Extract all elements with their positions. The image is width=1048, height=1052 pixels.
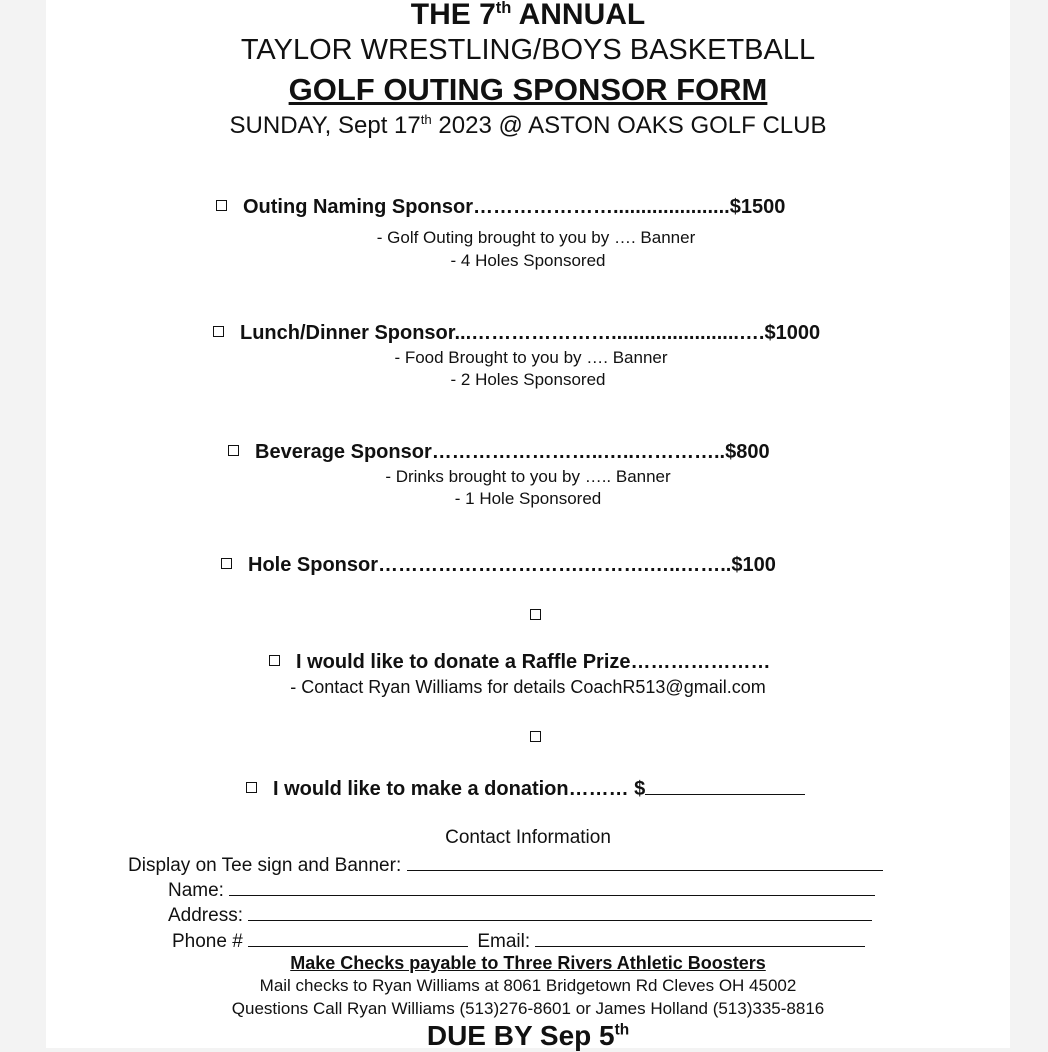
sponsor-detail: - 4 Holes Sponsored	[450, 251, 606, 270]
raffle-prize-option[interactable]: I would like to donate a Raffle Prize…………………	[269, 651, 771, 674]
name-row: Name:	[168, 877, 875, 902]
checkbox[interactable]	[269, 655, 280, 666]
sponsor-price: $800	[725, 441, 770, 463]
checks-payable-note: Make Checks payable to Three Rivers Athletic Boosters	[290, 953, 766, 973]
checkbox[interactable]	[213, 326, 224, 337]
due-date: DUE BY Sep 5th	[426, 1020, 630, 1051]
sponsor-option-outing-naming[interactable]: Outing Naming Sponsor………………….....................$1500	[216, 196, 785, 219]
event-date-location: SUNDAY, Sept 17th 2023 @ ASTON OAKS GOLF CLUB	[229, 112, 827, 139]
contact-heading: Contact Information	[445, 827, 611, 848]
sponsor-price: $1000	[764, 322, 821, 344]
form-title: GOLF OUTING SPONSOR FORM	[288, 72, 768, 107]
questions-contact: Questions Call Ryan Williams (513)276-8601 or James Holland (513)335-8816	[231, 999, 825, 1018]
sponsor-option-beverage[interactable]: Beverage Sponsor……………………..…..…………..$800	[228, 441, 770, 464]
phone-email-row: Phone # Email:	[172, 928, 865, 953]
sponsor-option-lunch-dinner[interactable]: Lunch/Dinner Sponsor...………………….......................….$1000	[213, 322, 820, 345]
sponsor-detail: - 2 Holes Sponsored	[450, 370, 606, 389]
checkbox[interactable]	[530, 609, 541, 620]
name-field[interactable]	[229, 877, 875, 896]
raffle-contact-detail: - Contact Ryan Williams for details CoachR513@gmail.com	[290, 677, 766, 697]
mailing-address: Mail checks to Ryan Williams at 8061 Bridgetown Rd Cleves OH 45002	[259, 976, 797, 995]
donation-option[interactable]: I would like to make a donation……… $	[246, 776, 805, 801]
display-name-row: Display on Tee sign and Banner:	[128, 852, 883, 877]
sponsor-detail: - Drinks brought to you by ….. Banner	[385, 467, 671, 486]
checkbox[interactable]	[221, 558, 232, 569]
address-field[interactable]	[248, 902, 872, 921]
address-row: Address:	[168, 902, 872, 927]
sponsor-detail: - Food Brought to you by …. Banner	[394, 348, 668, 367]
display-name-field[interactable]	[407, 852, 883, 871]
sponsor-price: $1500	[729, 196, 786, 218]
checkbox[interactable]	[228, 445, 239, 456]
phone-field[interactable]	[248, 928, 468, 947]
checkbox[interactable]	[246, 782, 257, 793]
checkbox[interactable]	[216, 200, 227, 211]
event-edition-title: THE 7th ANNUAL	[410, 0, 646, 31]
email-field[interactable]	[535, 928, 865, 947]
event-host-subtitle: TAYLOR WRESTLING/BOYS BASKETBALL	[240, 34, 816, 66]
checkbox[interactable]	[530, 731, 541, 742]
sponsor-option-hole[interactable]: Hole Sponsor………………………….……….…..……..$100	[221, 554, 776, 577]
donation-amount-field[interactable]	[645, 776, 805, 795]
sponsor-price: $100	[731, 554, 776, 576]
sponsor-detail: - 1 Hole Sponsored	[454, 489, 602, 508]
sponsor-detail: - Golf Outing brought to you by …. Banner	[376, 228, 696, 247]
